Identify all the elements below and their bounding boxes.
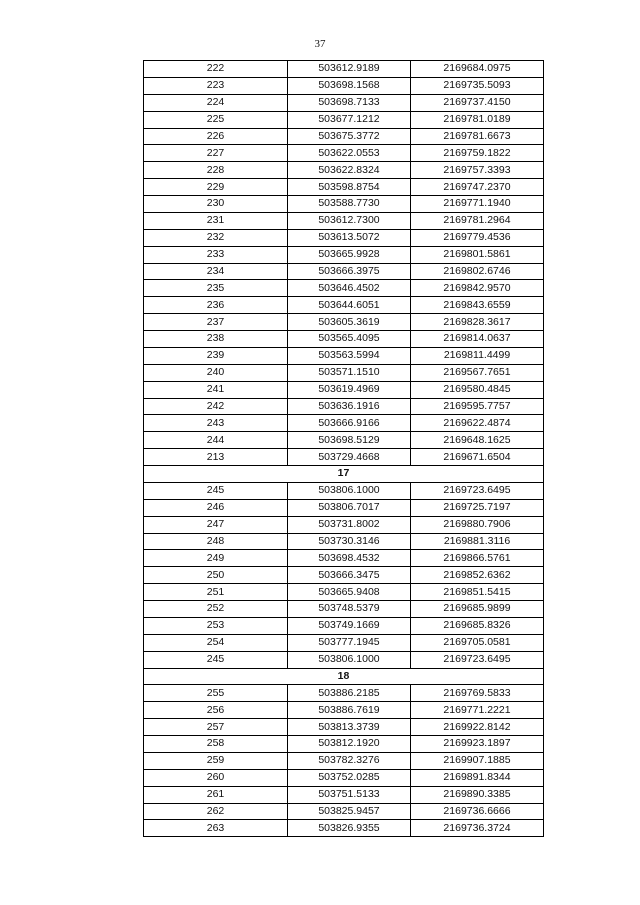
- point-id-cell: 250: [144, 567, 288, 584]
- y-coordinate-cell: 2169866.5761: [411, 550, 544, 567]
- x-coordinate-cell: 503571.1510: [288, 364, 411, 381]
- point-id-cell: 248: [144, 533, 288, 550]
- table-row: [144, 752, 544, 769]
- y-coordinate-cell: 2169648.1625: [411, 432, 544, 449]
- point-id-cell: 255: [144, 685, 288, 702]
- point-id-cell: 252: [144, 601, 288, 618]
- x-coordinate-cell: 503605.3619: [288, 314, 411, 331]
- point-id-cell: 239: [144, 347, 288, 364]
- x-coordinate-cell: 503729.4668: [288, 449, 411, 466]
- table-row: [144, 820, 544, 837]
- point-id-cell: 260: [144, 769, 288, 786]
- table-row: [144, 719, 544, 736]
- x-coordinate-cell: 503806.7017: [288, 499, 411, 516]
- table-row: [144, 702, 544, 719]
- point-id-cell: 222: [144, 61, 288, 78]
- y-coordinate-cell: 2169781.2964: [411, 212, 544, 229]
- table-row: [144, 550, 544, 567]
- point-id-cell: 262: [144, 803, 288, 820]
- x-coordinate-cell: 503646.4502: [288, 280, 411, 297]
- x-coordinate-cell: 503619.4969: [288, 381, 411, 398]
- y-coordinate-cell: 2169907.1885: [411, 752, 544, 769]
- x-coordinate-cell: 503698.1568: [288, 77, 411, 94]
- x-coordinate-cell: 503813.3739: [288, 719, 411, 736]
- y-coordinate-cell: 2169736.6666: [411, 803, 544, 820]
- x-coordinate-cell: 503613.5072: [288, 229, 411, 246]
- y-coordinate-cell: 2169705.0581: [411, 634, 544, 651]
- x-coordinate-cell: 503666.3975: [288, 263, 411, 280]
- point-id-cell: 228: [144, 162, 288, 179]
- x-coordinate-cell: 503777.1945: [288, 634, 411, 651]
- point-id-cell: 238: [144, 331, 288, 348]
- x-coordinate-cell: 503665.9928: [288, 246, 411, 263]
- y-coordinate-cell: 2169747.2370: [411, 179, 544, 196]
- table-row: [144, 179, 544, 196]
- y-coordinate-cell: 2169781.0189: [411, 111, 544, 128]
- table-row: [144, 617, 544, 634]
- coordinates-table: [143, 60, 544, 837]
- x-coordinate-cell: 503565.4095: [288, 331, 411, 348]
- x-coordinate-cell: 503749.1669: [288, 617, 411, 634]
- y-coordinate-cell: 2169567.7651: [411, 364, 544, 381]
- y-coordinate-cell: 2169890.3385: [411, 786, 544, 803]
- y-coordinate-cell: 2169811.4499: [411, 347, 544, 364]
- table-row: [144, 601, 544, 618]
- table-row: [144, 415, 544, 432]
- section-number: 17: [144, 466, 544, 483]
- y-coordinate-cell: 2169725.7197: [411, 499, 544, 516]
- x-coordinate-cell: 503622.0553: [288, 145, 411, 162]
- x-coordinate-cell: 503751.5133: [288, 786, 411, 803]
- x-coordinate-cell: 503752.0285: [288, 769, 411, 786]
- y-coordinate-cell: 2169880.7906: [411, 516, 544, 533]
- point-id-cell: 225: [144, 111, 288, 128]
- point-id-cell: 223: [144, 77, 288, 94]
- table-row: [144, 314, 544, 331]
- table-row: [144, 145, 544, 162]
- section-header-row: [144, 466, 544, 483]
- x-coordinate-cell: 503644.6051: [288, 297, 411, 314]
- y-coordinate-cell: 2169685.9899: [411, 601, 544, 618]
- y-coordinate-cell: 2169737.4150: [411, 94, 544, 111]
- point-id-cell: 259: [144, 752, 288, 769]
- point-id-cell: 263: [144, 820, 288, 837]
- y-coordinate-cell: 2169771.2221: [411, 702, 544, 719]
- point-id-cell: 237: [144, 314, 288, 331]
- point-id-cell: 230: [144, 196, 288, 213]
- table-row: [144, 449, 544, 466]
- point-id-cell: 253: [144, 617, 288, 634]
- x-coordinate-cell: 503731.8002: [288, 516, 411, 533]
- y-coordinate-cell: 2169851.5415: [411, 584, 544, 601]
- table-row: [144, 297, 544, 314]
- table-row: [144, 516, 544, 533]
- y-coordinate-cell: 2169771.1940: [411, 196, 544, 213]
- y-coordinate-cell: 2169685.8326: [411, 617, 544, 634]
- y-coordinate-cell: 2169814.0637: [411, 331, 544, 348]
- point-id-cell: 246: [144, 499, 288, 516]
- y-coordinate-cell: 2169828.3617: [411, 314, 544, 331]
- point-id-cell: 257: [144, 719, 288, 736]
- y-coordinate-cell: 2169671.6504: [411, 449, 544, 466]
- table-row: [144, 786, 544, 803]
- point-id-cell: 261: [144, 786, 288, 803]
- table-row: [144, 736, 544, 753]
- x-coordinate-cell: 503812.1920: [288, 736, 411, 753]
- y-coordinate-cell: 2169852.6362: [411, 567, 544, 584]
- table-row: [144, 499, 544, 516]
- table-row: [144, 634, 544, 651]
- y-coordinate-cell: 2169881.3116: [411, 533, 544, 550]
- x-coordinate-cell: 503666.9166: [288, 415, 411, 432]
- x-coordinate-cell: 503675.3772: [288, 128, 411, 145]
- x-coordinate-cell: 503612.7300: [288, 212, 411, 229]
- table-row: [144, 803, 544, 820]
- y-coordinate-cell: 2169781.6673: [411, 128, 544, 145]
- table-row: [144, 128, 544, 145]
- table-row: [144, 432, 544, 449]
- page-number: 37: [314, 38, 326, 50]
- table-row: [144, 769, 544, 786]
- x-coordinate-cell: 503588.7730: [288, 196, 411, 213]
- x-coordinate-cell: 503622.8324: [288, 162, 411, 179]
- y-coordinate-cell: 2169769.5833: [411, 685, 544, 702]
- x-coordinate-cell: 503636.1916: [288, 398, 411, 415]
- table-row: [144, 61, 544, 78]
- y-coordinate-cell: 2169891.8344: [411, 769, 544, 786]
- y-coordinate-cell: 2169843.6559: [411, 297, 544, 314]
- x-coordinate-cell: 503665.9408: [288, 584, 411, 601]
- table-row: [144, 347, 544, 364]
- y-coordinate-cell: 2169723.6495: [411, 482, 544, 499]
- point-id-cell: 241: [144, 381, 288, 398]
- x-coordinate-cell: 503666.3475: [288, 567, 411, 584]
- point-id-cell: 233: [144, 246, 288, 263]
- point-id-cell: 227: [144, 145, 288, 162]
- point-id-cell: 245: [144, 651, 288, 668]
- point-id-cell: 224: [144, 94, 288, 111]
- point-id-cell: 236: [144, 297, 288, 314]
- table-row: [144, 331, 544, 348]
- table-row: [144, 263, 544, 280]
- x-coordinate-cell: 503806.1000: [288, 482, 411, 499]
- point-id-cell: 235: [144, 280, 288, 297]
- x-coordinate-cell: 503730.3146: [288, 533, 411, 550]
- x-coordinate-cell: 503806.1000: [288, 651, 411, 668]
- point-id-cell: 251: [144, 584, 288, 601]
- table-row: [144, 685, 544, 702]
- point-id-cell: 256: [144, 702, 288, 719]
- y-coordinate-cell: 2169723.6495: [411, 651, 544, 668]
- y-coordinate-cell: 2169736.3724: [411, 820, 544, 837]
- table-row: [144, 77, 544, 94]
- y-coordinate-cell: 2169580.4845: [411, 381, 544, 398]
- section-header-row: [144, 668, 544, 685]
- table-row: [144, 246, 544, 263]
- point-id-cell: 243: [144, 415, 288, 432]
- y-coordinate-cell: 2169801.5861: [411, 246, 544, 263]
- x-coordinate-cell: 503782.3276: [288, 752, 411, 769]
- table-row: [144, 364, 544, 381]
- point-id-cell: 249: [144, 550, 288, 567]
- table-row: [144, 381, 544, 398]
- table-row: [144, 584, 544, 601]
- y-coordinate-cell: 2169802.6746: [411, 263, 544, 280]
- table-row: [144, 567, 544, 584]
- x-coordinate-cell: 503886.7619: [288, 702, 411, 719]
- point-id-cell: 242: [144, 398, 288, 415]
- point-id-cell: 226: [144, 128, 288, 145]
- y-coordinate-cell: 2169923.1897: [411, 736, 544, 753]
- x-coordinate-cell: 503698.4532: [288, 550, 411, 567]
- x-coordinate-cell: 503698.5129: [288, 432, 411, 449]
- x-coordinate-cell: 503563.5994: [288, 347, 411, 364]
- y-coordinate-cell: 2169759.1822: [411, 145, 544, 162]
- y-coordinate-cell: 2169684.0975: [411, 61, 544, 78]
- y-coordinate-cell: 2169757.3393: [411, 162, 544, 179]
- x-coordinate-cell: 503748.5379: [288, 601, 411, 618]
- point-id-cell: 234: [144, 263, 288, 280]
- table-row: [144, 398, 544, 415]
- y-coordinate-cell: 2169779.4536: [411, 229, 544, 246]
- table-row: [144, 280, 544, 297]
- point-id-cell: 254: [144, 634, 288, 651]
- x-coordinate-cell: 503826.9355: [288, 820, 411, 837]
- y-coordinate-cell: 2169842.9570: [411, 280, 544, 297]
- table-row: [144, 94, 544, 111]
- point-id-cell: 258: [144, 736, 288, 753]
- x-coordinate-cell: 503612.9189: [288, 61, 411, 78]
- table-row: [144, 482, 544, 499]
- x-coordinate-cell: 503886.2185: [288, 685, 411, 702]
- table-row: [144, 212, 544, 229]
- point-id-cell: 229: [144, 179, 288, 196]
- table-row: [144, 196, 544, 213]
- table-row: [144, 533, 544, 550]
- y-coordinate-cell: 2169735.5093: [411, 77, 544, 94]
- point-id-cell: 232: [144, 229, 288, 246]
- point-id-cell: 231: [144, 212, 288, 229]
- section-number: 18: [144, 668, 544, 685]
- point-id-cell: 244: [144, 432, 288, 449]
- x-coordinate-cell: 503598.8754: [288, 179, 411, 196]
- point-id-cell: 245: [144, 482, 288, 499]
- y-coordinate-cell: 2169922.8142: [411, 719, 544, 736]
- y-coordinate-cell: 2169595.7757: [411, 398, 544, 415]
- x-coordinate-cell: 503698.7133: [288, 94, 411, 111]
- table-row: [144, 229, 544, 246]
- coordinates-table-body: [144, 61, 544, 837]
- point-id-cell: 247: [144, 516, 288, 533]
- y-coordinate-cell: 2169622.4874: [411, 415, 544, 432]
- table-row: [144, 651, 544, 668]
- point-id-cell: 213: [144, 449, 288, 466]
- table-row: [144, 111, 544, 128]
- table-row: [144, 162, 544, 179]
- point-id-cell: 240: [144, 364, 288, 381]
- x-coordinate-cell: 503825.9457: [288, 803, 411, 820]
- x-coordinate-cell: 503677.1212: [288, 111, 411, 128]
